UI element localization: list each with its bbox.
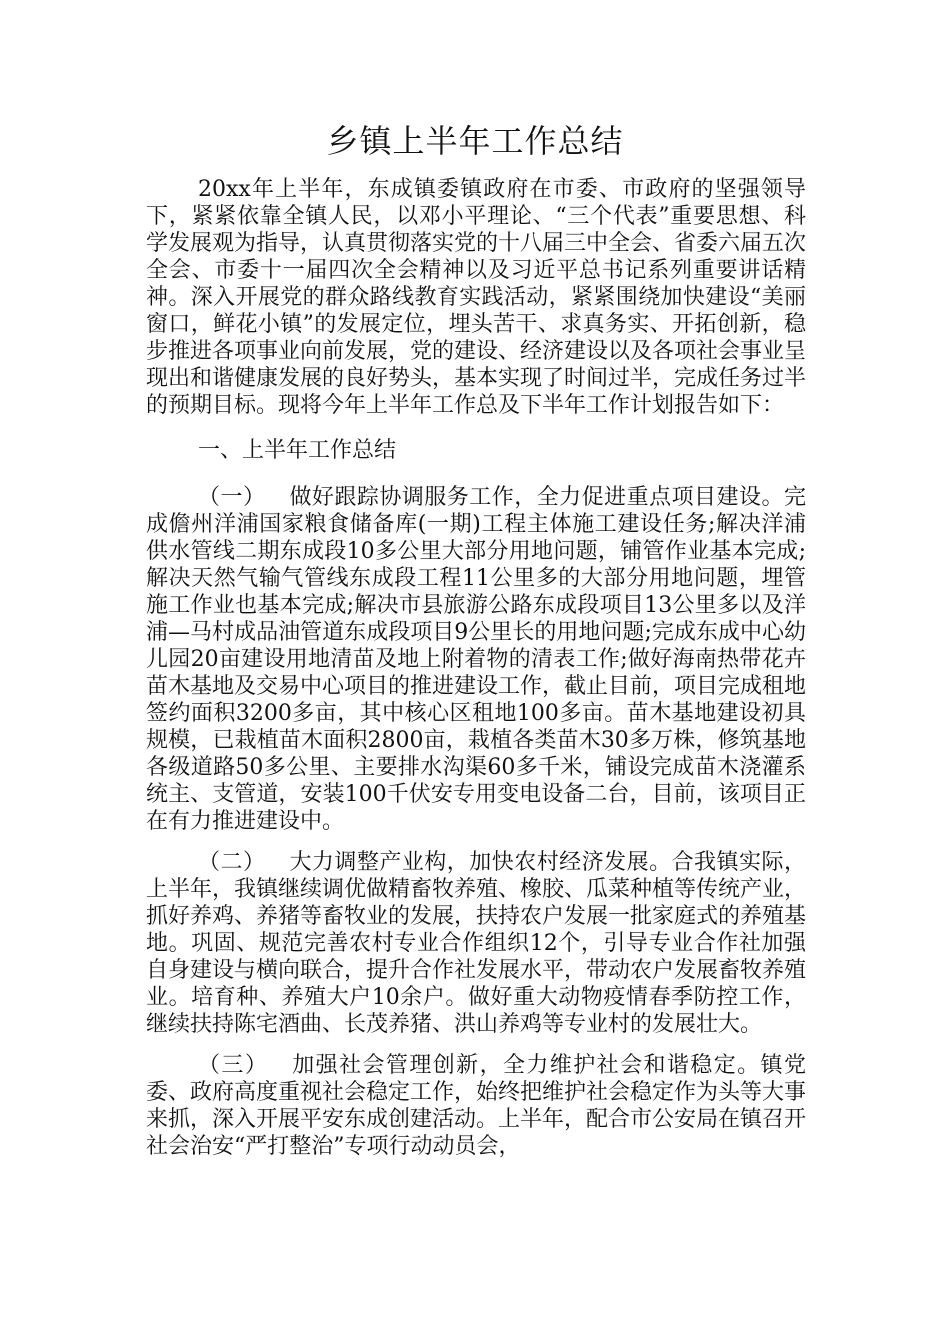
item-paragraph-2 bbox=[146, 849, 806, 1038]
item-paragraph-1 bbox=[146, 484, 806, 835]
section-heading: 一、上半年工作总结 bbox=[198, 438, 397, 463]
item-text: 大力调整产业构，加快农村经济发展。合我镇实际，上半年，我镇继续调优做精畜牧养殖、橡胶、瓜菜种植等传统产业，抓好养鸡、养猪等畜牧业的发展，扶持农户发展一批家庭式的养殖基地。巩固、规范完善农村专业合作组织12个，引导专业合作社加强自身建设与横向联合，提升合作社发展水平，带动农户发展畜牧养殖业。培育种、养殖大户10余户。做好重大动物疫情春季防控工作，继续扶持陈宅酒曲、长茂养猪、洪山养鸡等专业村的发展壮大。 bbox=[146, 850, 807, 1037]
item-text: 做好跟踪协调服务工作，全力促进重点项目建设。完成儋州洋浦国家粮食储备库(一期)工程主体施工建设任务;解决洋浦供水管线二期东成段10多公里大部分用地问题，铺管作业基本完成;解决天然气输气管线东成段工程11公里多的大部分用地问题，埋管施工作业也基本完成;解决市县旅游公路东成段项目13公里多以及洋浦—马村成品油管道东成段项目9公里长的用地问题;完成东成中心幼儿园20亩建设用地清苗及地上附着物的清表工作;做好海南热带花卉苗木基地及交易中心项目的推进建设工作，截止目前，项目完成租地签约面积3200多亩，其中核心区租地100多亩。苗木基地建设初具规模，已栽植苗木面积2800亩，栽植各类苗木30多万株，修筑基地各级道路50多公里、主要排水沟渠60多千米，铺设完成苗木浇灌系统主、支管道，安装100千伏安专用变电设备二台，目前，该项目正在有力推进建设中。 bbox=[146, 485, 807, 834]
item-paragraph-3 bbox=[146, 1052, 806, 1160]
item-number: （一） bbox=[198, 485, 266, 510]
intro-paragraph: 20xx年上半年，东成镇委镇政府在市委、市政府的坚强领导下，紧紧依靠全镇人民，以邓小平理论、“三个代表”重要思想、科学发展观为指导，认真贯彻落实党的十八届三中全会、省委六届五次全会、市委十一届四次全会精神以及习近平总书记系列重要讲话精神。深入开展党的群众路线教育实践活动，紧紧围绕加快建设“美丽窗口，鲜花小镇”的发展定位，埋头苦干、求真务实、开拓创新，稳步推进各项事业向前发展，党的建设、经济建设以及各项社会事业呈现出和谐健康发展的良好势头，基本实现了时间过半，完成任务过半的预期目标。现将今年上半年工作总及下半年工作计划报告如下： bbox=[146, 177, 807, 418]
item-text: 加强社会管理创新，全力维护社会和谐稳定。镇党委、政府高度重视社会稳定工作，始终把维护社会稳定作为头等大事来抓，深入开展平安东成创建活动。上半年，配合市公安局在镇召开社会治安“严打整治”专项行动动员会， bbox=[146, 1053, 807, 1159]
item-number: （二） bbox=[198, 850, 266, 875]
document-title: 乡镇上半年工作总结 bbox=[326, 122, 624, 160]
document-body bbox=[146, 176, 806, 1174]
item-number: （三） bbox=[198, 1053, 269, 1078]
